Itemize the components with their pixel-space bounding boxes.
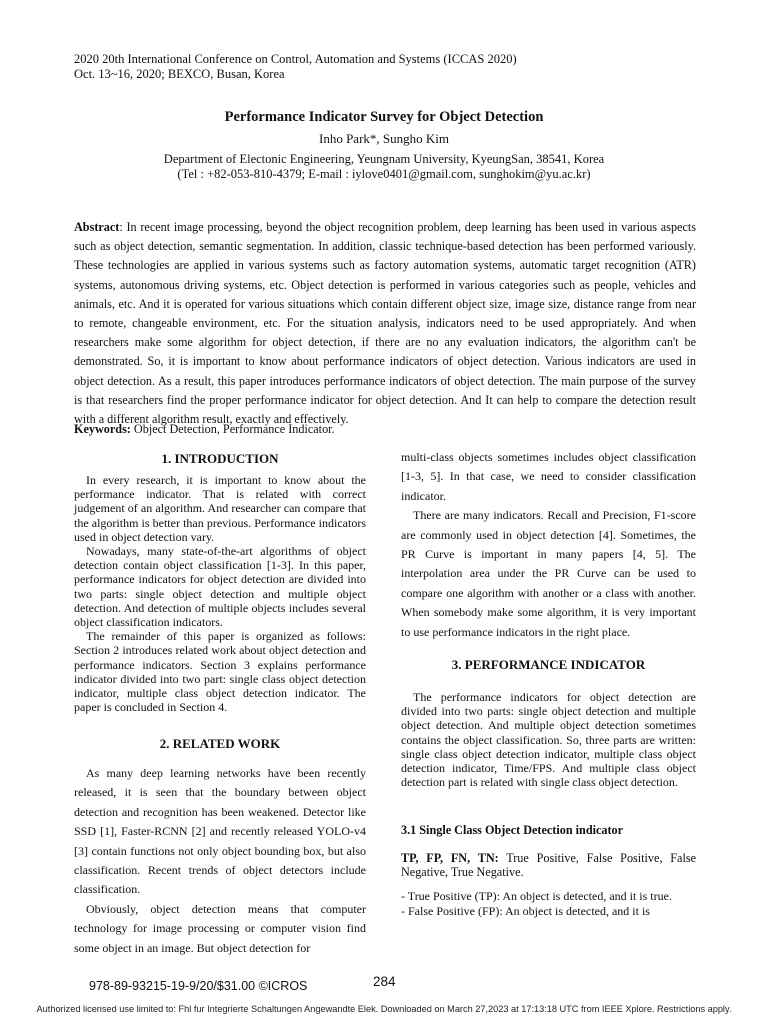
subsection-heading: 3.1 Single Class Object Detection indicator [401,823,624,837]
page-number: 284 [373,974,396,989]
introduction-heading: 1. INTRODUCTION [161,451,279,466]
affiliation-department: Department of Electonic Engineering, Yeungnam University, KyeungSan, 38541, Korea [163,152,605,166]
paper-authors: Inho Park*, Sungho Kim [319,131,449,146]
introduction-body [74,473,366,714]
keywords-text: Object Detection, Performance Indicator. [130,422,335,436]
related-work-continued: multi-class objects sometimes includes object classification [1-3, 5]. In that case, we need to consider classification indicator. [401,450,696,503]
isbn-copyright: 978-89-93215-19-9/20/$31.00 ©ICROS [89,979,308,993]
indicators-paragraph: There are many indicators. Recall and Precision, F1-score are commonly used in object detection [4]. Sometimes, the PR Curve is important in many papers [4, 5]. The interpolation area under the PR Curve can be used to compare one algorithm with another or a class with another. When somebody make some algorithm, it is very important to use performance indicators in the right place. [401,508,696,639]
keywords-label: Keywords: [74,422,131,436]
related-work-body [74,764,366,958]
tp-fp-fn-tn-text: True Positive, False Positive, False Negative, True Negative. [401,851,696,880]
tp-fp-fn-tn-definition [401,851,696,879]
performance-indicator-heading: 3. PERFORMANCE INDICATOR [451,657,646,672]
right-column-body [401,448,696,642]
introduction-paragraph: In every research, it is important to know about the performance indicator. That is related with correct judgement of an algorithm. And researcher can compare that the algorithm is better than previous. Performance indicators used in object detection vary. [74,473,366,544]
affiliation-contact: (Tel : +82-053-810-4379; E-mail : iylove0401@gmail.com, sunghokim@yu.ac.kr) [177,167,591,181]
performance-indicator-body [401,690,696,789]
introduction-paragraph: The remainder of this paper is organized as follows: Section 2 introduces related work about object detection and performance indicators. Section 3 explains performance indicator divided into two part: single class object detection indicator, multiple class object detection indicator. The paper is concluded in Section 4. [74,629,366,715]
conference-header [74,52,517,82]
performance-indicator-paragraph: The performance indicators for object detection are divided into two parts: single object detection and multiple object detection. And multiple object detection sometimes contains the object classification. So, three parts are written: single class object detection indicator, multiple class object detection indicator, Time/FPS. And multiple class object detection part is related with single class object detection. [401,690,696,790]
related-work-heading: 2. RELATED WORK [159,736,281,751]
tp-fp-fn-tn-label: TP, FP, FN, TN: [401,851,499,865]
abstract-label: Abstract [74,220,120,234]
introduction-paragraph: Nowadays, many state-of-the-art algorithms of object detection contain object classification [1-3]. In this paper, performance indicators for object detection are divided into two parts: single object detection and multiple object detection. And detection of multiple objects includes several object classification indicators. [74,544,366,630]
download-notice: Authorized licensed use limited to: Fhl fur Integrierte Schaltungen Angewandte Elek. Downloaded on March 27,2023 at 17:13:18 UTC from IEEE Xplore. Restrictions apply. [36,1004,732,1014]
true-positive-item: - True Positive (TP): An object is detected, and it is true. [401,889,672,904]
abstract [74,218,696,429]
tp-fp-definitions [401,851,696,918]
related-work-paragraph: Obviously, object detection means that computer technology for image processing or computer vision find some object in an image. But object detection for [74,901,366,955]
false-positive-item: - False Positive (FP): An object is detected, and it is [401,903,650,918]
conference-name: 2020 20th International Conference on Control, Automation and Systems (ICCAS 2020) [74,52,517,66]
abstract-text: : In recent image processing, beyond the object recognition problem, deep learning has been used in various aspects such as object detection, semantic segmentation. In addition, classic technique-based detection has been performed variously. These technologies are applied in various systems such as factory automation systems, automatic target recognition (ATR) systems, autonomous driving systems, etc. Object detection is performed in various categories such as people, vehicles and animals, etc. And it is operated for various situations which contain different object size, image size, distance range from near to remote, changeable environment, etc. For the situation analysis, indicators need to be used appropriately. And when researchers make some algorithm for object detection, if there are no any evaluation indicators, the algorithm can't be demonstrated. So, it is important to know about performance indicators of object detection. Various indicators are used in object detection. As a result, this paper introduces performance indicators of object detection. The main purpose of the survey is that researchers find the proper performance indicator for object detection. And It can help to compare the detection result with a different algorithm result, exactly and effectively. [74,220,696,427]
related-work-paragraph: As many deep learning networks have been recently released, it is seen that the boundary between object detection and recognition has been weakened. Detector like SSD [1], Faster-RCNN [2] and recently released YOLO-v4 [3] contain functions not only object bounding box, but also classification. Recent trends of object detectors include classification. [74,766,366,897]
author-affiliation [0,152,768,182]
keywords [74,422,335,437]
paper-title: Performance Indicator Survey for Object Detection [224,109,544,125]
conference-date-venue: Oct. 13~16, 2020; BEXCO, Busan, Korea [74,67,285,81]
